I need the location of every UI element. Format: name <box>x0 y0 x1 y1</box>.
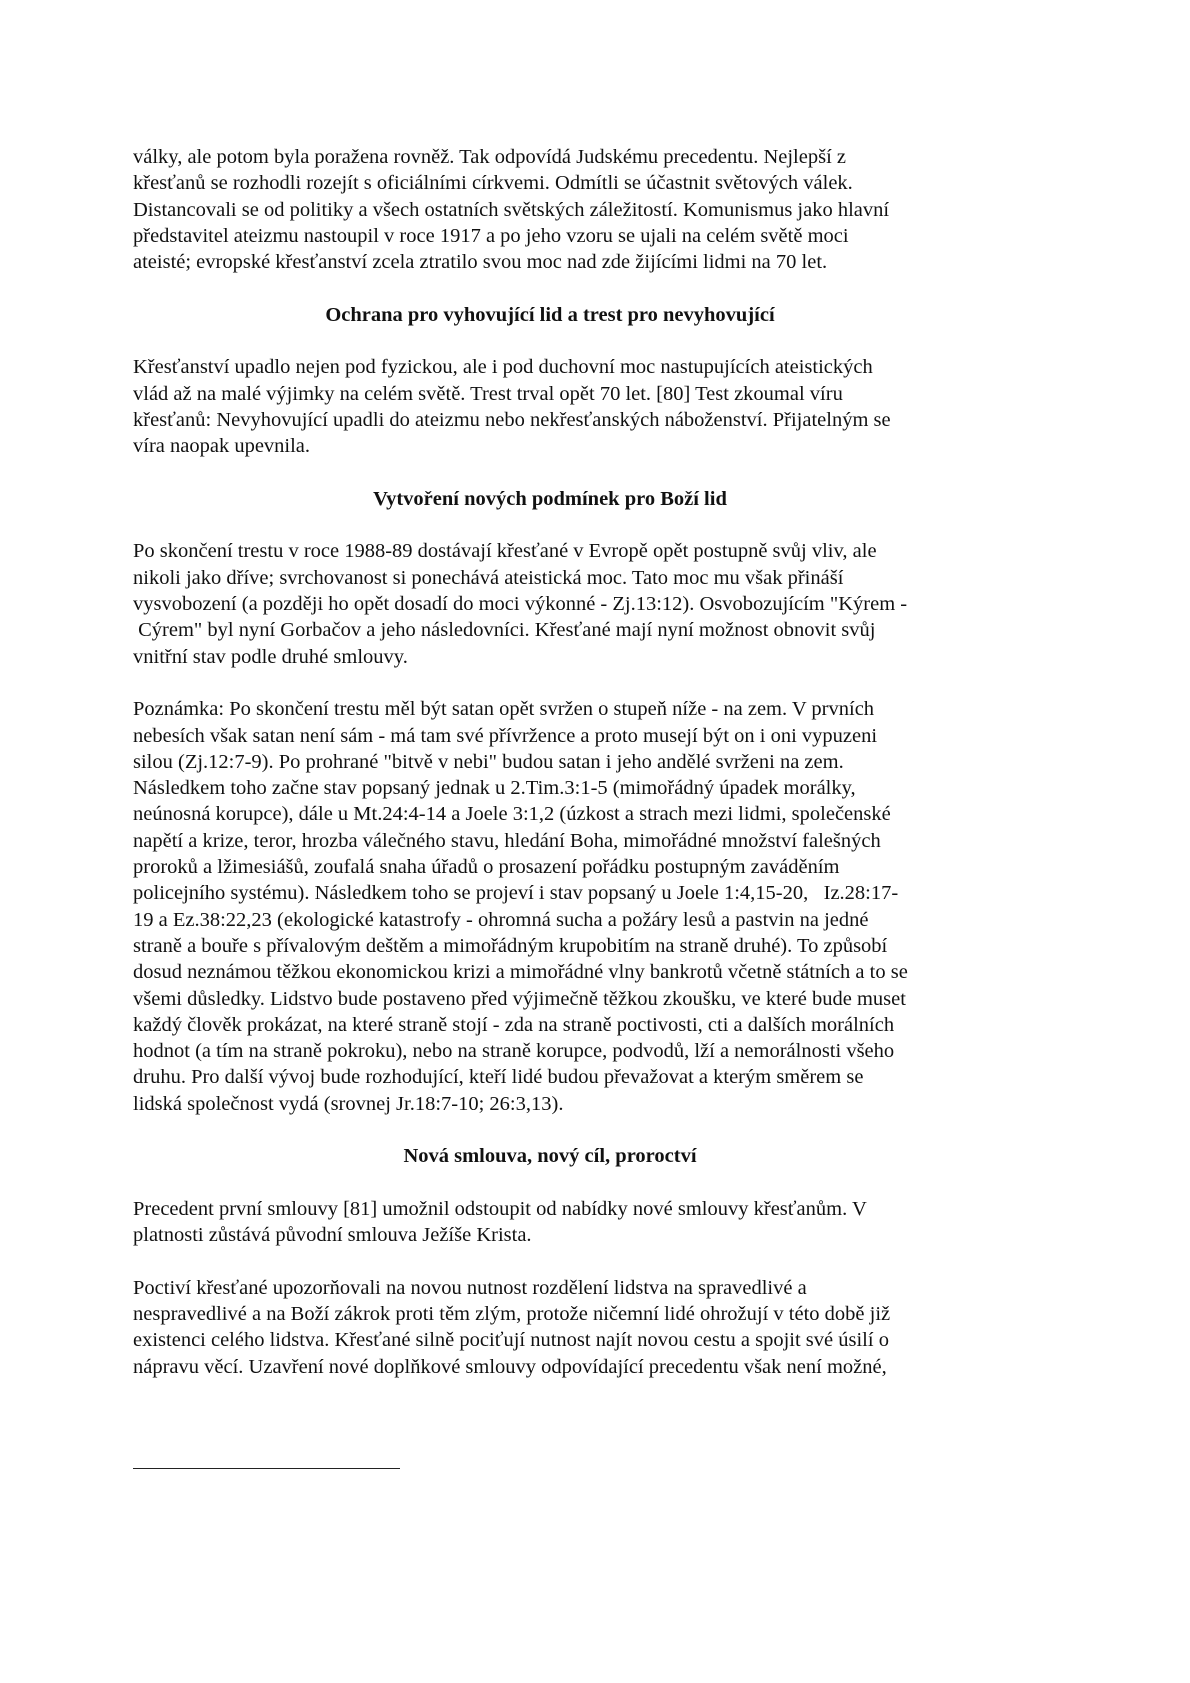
text-line: války, ale potom byla poražena rovněž. Tak odpovídá Judskému precedentu. Nejlepší z <box>133 146 846 168</box>
text-line: křesťanů: Nevyhovující upadli do ateizmu nebo nekřesťanských náboženství. Přijatelným se <box>133 408 891 431</box>
text-line: nikoli jako dříve; svrchovanost si ponechává ateistická moc. Tato moc mu však přináší <box>133 566 844 589</box>
paragraph-honest-christians <box>133 1275 1033 1380</box>
text-line: Cýrem" byl nyní Gorbačov a jeho následovníci. Křesťané mají nyní možnost obnovit svůj <box>133 619 876 642</box>
text-line: existenci celého lidstva. Křesťané silně pociťují nutnost najít novou cestu a spojit své úsilí o <box>133 1329 889 1352</box>
paragraph-precedent <box>133 1196 1033 1249</box>
document-page <box>133 144 1033 1406</box>
text-line: 19 a Ez.38:22,23 (ekologické katastrofy - ohromná sucha a požáry lesů a pastvin na jedné <box>133 908 869 931</box>
text-line: druhu. Pro další vývoj bude rozhodující, kteří lidé budou převažovat a kterým směrem se <box>133 1066 864 1089</box>
text-line: Distancovali se od politiky a všech ostatních světských záležitostí. Komunismus jako hlavní <box>133 198 890 221</box>
text-line: napětí a krize, teror, hrozba válečného stavu, hledání Boha, mimořádné množství falešných <box>133 829 881 852</box>
text-line: straně a bouře s přívalovým deštěm a mimořádným krupobitím na straně druhé). To způsobí <box>133 934 888 957</box>
text-line: vysvobození (a později ho opět dosadí do moci výkonné - Zj.13:12). Osvobozujícím "Kýrem - <box>133 593 908 616</box>
text-line: Následkem toho začne stav popsaný jednak u 2.Tim.3:1-5 (mimořádný úpadek morálky, <box>133 777 856 800</box>
paragraph-christianity-fell <box>133 354 1033 459</box>
text-line: všemi důsledky. Lidstvo bude postaveno před výjimečně těžkou zkoušku, ve které bude muset <box>133 987 906 1010</box>
text-line: platnosti zůstává původní smlouva Ježíše Krista. <box>133 1224 532 1247</box>
text-line: nespravedlivé a na Boží zákrok proti těm zlým, protože ničemní lidé ohrožují v této době již <box>133 1303 891 1326</box>
paragraph-end-of-punishment <box>133 538 1033 669</box>
text-line: víra naopak upevnila. <box>133 435 311 458</box>
text-line: silou (Zj.12:7-9). Po prohrané "bitvě v nebi" budou satan i jeho andělé svrženi na zem. <box>133 750 844 773</box>
text-line: křesťanů se rozhodli rozejít s oficiálními církvemi. Odmítli se účastnit světových válek. <box>133 172 853 195</box>
text-line: Poctiví křesťané upozorňovali na novou nutnost rozdělení lidstva na spravedlivé a <box>133 1276 807 1299</box>
text-line: vlád až na malé výjimky na celém světě. Trest trval opět 70 let. [80] Test zkoumal víru <box>133 382 843 405</box>
paragraph-ww2-communism <box>133 144 1033 275</box>
section-heading-new-covenant: Nová smlouva, nový cíl, proroctví <box>403 1145 697 1168</box>
text-line: Poznámka: Po skončení trestu měl být satan opět svržen o stupeň níže - na zem. V prvních <box>133 698 875 721</box>
section-heading-protection: Ochrana pro vyhovující lid a trest pro nevyhovující <box>325 303 775 326</box>
text-line: každý člověk prokázat, na které straně stojí - zda na straně poctivosti, cti a dalších morálních <box>133 1013 895 1036</box>
text-line: nebesích však satan není sám - má tam své přívržence a proto musejí být on i oni vypuzeni <box>133 724 878 747</box>
section-heading-new-conditions: Vytvoření nových podmínek pro Boží lid <box>373 487 727 510</box>
paragraph-note <box>133 696 1033 1117</box>
footnote-separator <box>133 1468 400 1469</box>
text-line: policejního systému). Následkem toho se projeví i stav popsaný u Joele 1:4,15-20, Iz.28:17- <box>133 882 899 905</box>
text-line: vnitřní stav podle druhé smlouvy. <box>133 645 408 668</box>
text-line: neúnosná korupce), dále u Mt.24:4-14 a Joele 3:1,2 (úzkost a strach mezi lidmi, společenské <box>133 803 891 826</box>
text-line: Křesťanství upadlo nejen pod fyzickou, ale i pod duchovní moc nastupujících ateistických <box>133 356 873 379</box>
text-line: Precedent první smlouvy [81] umožnil odstoupit od nabídky nové smlouvy křesťanům. V <box>133 1197 867 1220</box>
text-line: dosud neznámou těžkou ekonomickou krizi a mimořádné vlny bankrotů včetně státních a to se <box>133 961 908 984</box>
text-line: proroků a lžimesiášů, zoufalá snaha úřadů o prosazení pořádku postupným zaváděním <box>133 856 840 879</box>
text-line: představitel ateizmu nastoupil v roce 1917 a po jeho vzoru se ujali na celém světě moci <box>133 224 849 247</box>
text-line: lidská společnost vydá (srovnej Jr.18:7-10; 26:3,13). <box>133 1092 564 1115</box>
text-line: ateisté; evropské křesťanství zcela ztratilo svou moc nad zde žijícími lidmi na 70 let. <box>133 251 828 274</box>
text-line: Po skončení trestu v roce 1988-89 dostávají křesťané v Evropě opět postupně svůj vliv, ale <box>133 540 877 563</box>
text-line: nápravu věcí. Uzavření nové doplňkové smlouvy odpovídající precedentu však není možné, <box>133 1355 887 1378</box>
text-line: hodnot (a tím na straně pokroku), nebo na straně korupce, podvodů, lží a nemorálnosti všeho <box>133 1040 895 1063</box>
